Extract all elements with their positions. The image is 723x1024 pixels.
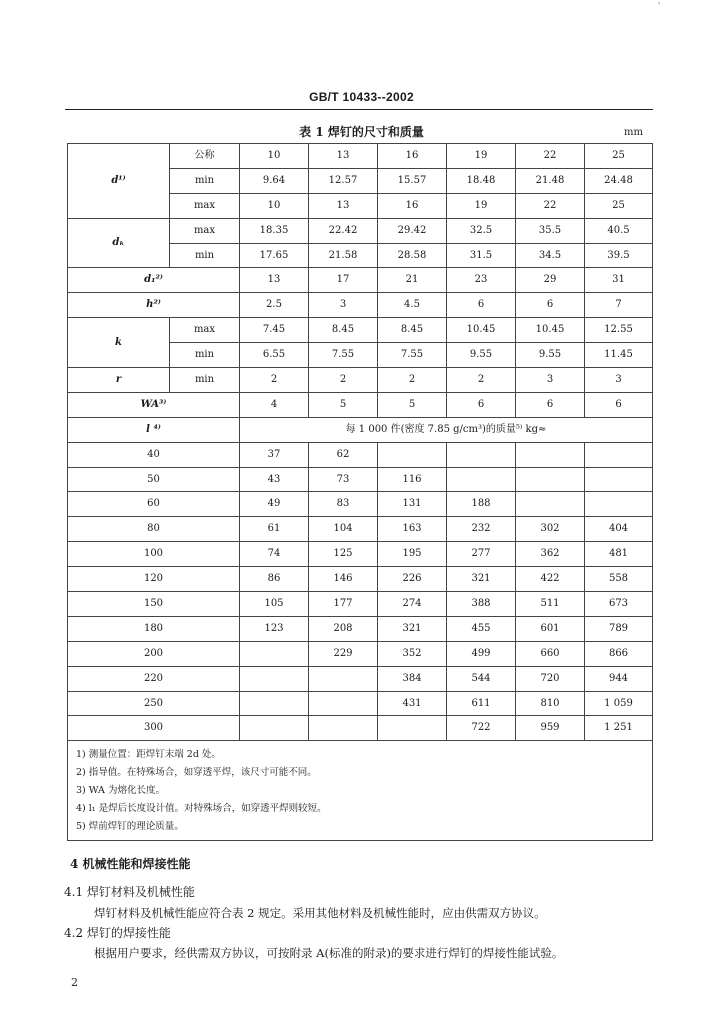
sub-label: min: [170, 343, 240, 368]
mass-cell: 959: [516, 716, 585, 741]
mass-cell: [585, 467, 653, 492]
cell: 13: [309, 193, 378, 218]
sub-label: max: [170, 218, 240, 243]
mass-cell: 601: [516, 616, 585, 641]
mass-cell: [240, 641, 309, 666]
row-nominal: [68, 144, 653, 169]
cell: 6: [585, 392, 653, 417]
mass-cell: 61: [240, 517, 309, 542]
cell: 31.5: [447, 243, 516, 268]
cell: 19: [447, 193, 516, 218]
mass-cell: [240, 691, 309, 716]
mass-cell: 511: [516, 592, 585, 617]
mass-cell: 232: [447, 517, 516, 542]
cell: 2: [378, 368, 447, 393]
mass-cell: [585, 492, 653, 517]
mass-cell: 163: [378, 517, 447, 542]
mass-cell: 116: [378, 467, 447, 492]
row-mass-heading: [68, 417, 653, 442]
cell: 10: [240, 193, 309, 218]
cell: 7.55: [309, 343, 378, 368]
cell: 22: [516, 144, 585, 169]
mass-cell: 105: [240, 592, 309, 617]
table-footnotes: [68, 741, 653, 841]
mass-cell: 944: [585, 666, 653, 691]
mass-cell: 1 059: [585, 691, 653, 716]
d1-symbol: d₁²⁾: [68, 268, 240, 293]
cell: 6: [516, 392, 585, 417]
mass-cell: 455: [447, 616, 516, 641]
cell: 13: [240, 268, 309, 293]
cell: 11.45: [585, 343, 653, 368]
row-k-max: [68, 318, 653, 343]
mass-cell: [447, 442, 516, 467]
mass-cell: 362: [516, 542, 585, 567]
cell: 8.45: [378, 318, 447, 343]
row-mass-60: [68, 492, 653, 517]
section-heading: 4 机械性能和焊接性能: [70, 857, 191, 871]
cell: 21: [378, 268, 447, 293]
mass-cell: 83: [309, 492, 378, 517]
mass-heading: 每 1 000 件(密度 7.85 g/cm³)的质量⁵⁾ kg≈: [240, 417, 653, 442]
mass-cell: 789: [585, 616, 653, 641]
mass-cell: 73: [309, 467, 378, 492]
cell: 2: [309, 368, 378, 393]
scan-mark: ': [658, 1, 661, 10]
cell: 4: [240, 392, 309, 417]
length-cell: 60: [68, 492, 240, 517]
h-symbol: h²⁾: [68, 293, 240, 318]
row-mass-150: [68, 592, 653, 617]
mass-cell: 302: [516, 517, 585, 542]
cell: 21.48: [516, 168, 585, 193]
mass-cell: 74: [240, 542, 309, 567]
cell: 17.65: [240, 243, 309, 268]
row-mass-200: [68, 641, 653, 666]
row-mass-120: [68, 567, 653, 592]
cell: 19: [447, 144, 516, 169]
length-cell: 150: [68, 592, 240, 617]
row-notes: [68, 741, 653, 841]
mass-cell: [585, 442, 653, 467]
cell: 18.48: [447, 168, 516, 193]
mass-cell: 226: [378, 567, 447, 592]
footnote: 4) l₁ 是焊后长度设计值。对特殊场合，如穿透平焊则较短。: [76, 803, 327, 815]
cell: 7.55: [378, 343, 447, 368]
cell: 6: [447, 293, 516, 318]
mass-cell: 611: [447, 691, 516, 716]
mass-cell: 49: [240, 492, 309, 517]
cell: 10.45: [447, 318, 516, 343]
page-number: 2: [71, 976, 78, 989]
cell: 17: [309, 268, 378, 293]
mass-cell: 123: [240, 616, 309, 641]
row-mass-80: [68, 517, 653, 542]
mass-cell: 388: [447, 592, 516, 617]
mass-cell: [516, 467, 585, 492]
mass-cell: 722: [447, 716, 516, 741]
table-caption: 表 1 焊钉的尺寸和质量: [299, 125, 424, 139]
cell: 29.42: [378, 218, 447, 243]
row-wa: [68, 392, 653, 417]
sub-label: min: [170, 243, 240, 268]
cell: 3: [516, 368, 585, 393]
row-h: [68, 293, 653, 318]
sub-label: min: [170, 368, 240, 393]
mass-cell: 86: [240, 567, 309, 592]
row-r: [68, 368, 653, 393]
length-cell: 40: [68, 442, 240, 467]
cell: 24.48: [585, 168, 653, 193]
mass-cell: 229: [309, 641, 378, 666]
cell: 6: [516, 293, 585, 318]
mass-cell: 431: [378, 691, 447, 716]
sub-label: max: [170, 193, 240, 218]
cell: 10: [240, 144, 309, 169]
sub-label: max: [170, 318, 240, 343]
mass-cell: [378, 716, 447, 741]
mass-cell: 274: [378, 592, 447, 617]
dimensions-mass-table: [67, 143, 653, 841]
mass-cell: 673: [585, 592, 653, 617]
mass-cell: 321: [378, 616, 447, 641]
cell: 18.35: [240, 218, 309, 243]
mass-cell: 810: [516, 691, 585, 716]
cell: 25: [585, 144, 653, 169]
length-cell: 100: [68, 542, 240, 567]
length-cell: 50: [68, 467, 240, 492]
mass-cell: [516, 442, 585, 467]
row-mass-50: [68, 467, 653, 492]
mass-cell: 866: [585, 641, 653, 666]
cell: 2.5: [240, 293, 309, 318]
cell: 12.55: [585, 318, 653, 343]
length-cell: 250: [68, 691, 240, 716]
mass-cell: 352: [378, 641, 447, 666]
cell: 28.58: [378, 243, 447, 268]
mass-cell: 422: [516, 567, 585, 592]
l-symbol: l ⁴⁾: [68, 417, 240, 442]
mass-cell: [447, 467, 516, 492]
cell: 6: [447, 392, 516, 417]
length-cell: 80: [68, 517, 240, 542]
mass-cell: 208: [309, 616, 378, 641]
cell: 31: [585, 268, 653, 293]
r-symbol: r: [68, 368, 170, 393]
mass-cell: 384: [378, 666, 447, 691]
subsection-4-2-text: 根据用户要求，经供需双方协议，可按附录 A(标准的附录)的要求进行焊钉的焊接性能试验。: [94, 946, 564, 960]
footnote: 1) 测量位置：距焊钉末端 2d 处。: [76, 749, 221, 761]
cell: 9.64: [240, 168, 309, 193]
mass-cell: [240, 716, 309, 741]
cell: 32.5: [447, 218, 516, 243]
cell: 22.42: [309, 218, 378, 243]
cell: 3: [309, 293, 378, 318]
mass-cell: 321: [447, 567, 516, 592]
row-mass-250: [68, 691, 653, 716]
mass-cell: [309, 716, 378, 741]
mass-cell: 125: [309, 542, 378, 567]
cell: 29: [516, 268, 585, 293]
row-mass-40: [68, 442, 653, 467]
cell: 25: [585, 193, 653, 218]
mass-cell: 277: [447, 542, 516, 567]
mass-cell: 660: [516, 641, 585, 666]
mass-cell: 146: [309, 567, 378, 592]
mass-cell: 43: [240, 467, 309, 492]
cell: 3: [585, 368, 653, 393]
subsection-4-1-heading: 4.1 焊钉材料及机械性能: [64, 885, 195, 899]
header-rule: [65, 109, 653, 110]
row-d1: [68, 268, 653, 293]
mass-cell: [516, 492, 585, 517]
cell: 40.5: [585, 218, 653, 243]
mass-cell: 104: [309, 517, 378, 542]
footnote: 2) 指导值。在特殊场合，如穿透平焊，该尺寸可能不同。: [76, 767, 317, 779]
footnote: 3) WA 为熔化长度。: [76, 785, 165, 797]
cell: 9.55: [516, 343, 585, 368]
cell: 12.57: [309, 168, 378, 193]
mass-cell: [378, 442, 447, 467]
row-mass-220: [68, 666, 653, 691]
mass-cell: 195: [378, 542, 447, 567]
length-cell: 200: [68, 641, 240, 666]
cell: 4.5: [378, 293, 447, 318]
row-mass-100: [68, 542, 653, 567]
cell: 16: [378, 193, 447, 218]
length-cell: 220: [68, 666, 240, 691]
row-mass-300: [68, 716, 653, 741]
cell: 7.45: [240, 318, 309, 343]
mass-cell: 188: [447, 492, 516, 517]
nominal-label: 公称: [170, 144, 240, 169]
mass-cell: 37: [240, 442, 309, 467]
mass-cell: 720: [516, 666, 585, 691]
cell: 2: [447, 368, 516, 393]
mass-cell: 177: [309, 592, 378, 617]
k-symbol: k: [68, 318, 170, 368]
cell: 9.55: [447, 343, 516, 368]
mass-cell: [240, 666, 309, 691]
wa-symbol: WA³⁾: [68, 392, 240, 417]
cell: 22: [516, 193, 585, 218]
subsection-4-2-heading: 4.2 焊钉的焊接性能: [64, 926, 171, 940]
cell: 8.45: [309, 318, 378, 343]
cell: 13: [309, 144, 378, 169]
cell: 2: [240, 368, 309, 393]
cell: 34.5: [516, 243, 585, 268]
mass-cell: [309, 691, 378, 716]
footnote: 5) 焊前焊钉的理论质量。: [76, 821, 184, 833]
mass-cell: 544: [447, 666, 516, 691]
cell: 23: [447, 268, 516, 293]
subsection-4-1-text: 焊钉材料及机械性能应符合表 2 规定。采用其他材料及机械性能时，应由供需双方协议。: [94, 906, 546, 920]
table-unit: mm: [624, 127, 643, 138]
standard-number-header: GB/T 10433--2002: [309, 90, 414, 104]
mass-cell: 558: [585, 567, 653, 592]
sub-label: min: [170, 168, 240, 193]
cell: 21.58: [309, 243, 378, 268]
length-cell: 120: [68, 567, 240, 592]
cell: 35.5: [516, 218, 585, 243]
d-symbol: d¹⁾: [68, 144, 170, 219]
mass-cell: 481: [585, 542, 653, 567]
mass-cell: [309, 666, 378, 691]
dk-symbol: dₖ: [68, 218, 170, 268]
mass-cell: 404: [585, 517, 653, 542]
mass-cell: 62: [309, 442, 378, 467]
cell: 39.5: [585, 243, 653, 268]
length-cell: 300: [68, 716, 240, 741]
cell: 10.45: [516, 318, 585, 343]
row-mass-180: [68, 616, 653, 641]
mass-cell: 499: [447, 641, 516, 666]
cell: 16: [378, 144, 447, 169]
cell: 15.57: [378, 168, 447, 193]
cell: 5: [378, 392, 447, 417]
mass-cell: 131: [378, 492, 447, 517]
row-dk-max: [68, 218, 653, 243]
length-cell: 180: [68, 616, 240, 641]
mass-cell: 1 251: [585, 716, 653, 741]
cell: 5: [309, 392, 378, 417]
cell: 6.55: [240, 343, 309, 368]
cell: 7: [585, 293, 653, 318]
